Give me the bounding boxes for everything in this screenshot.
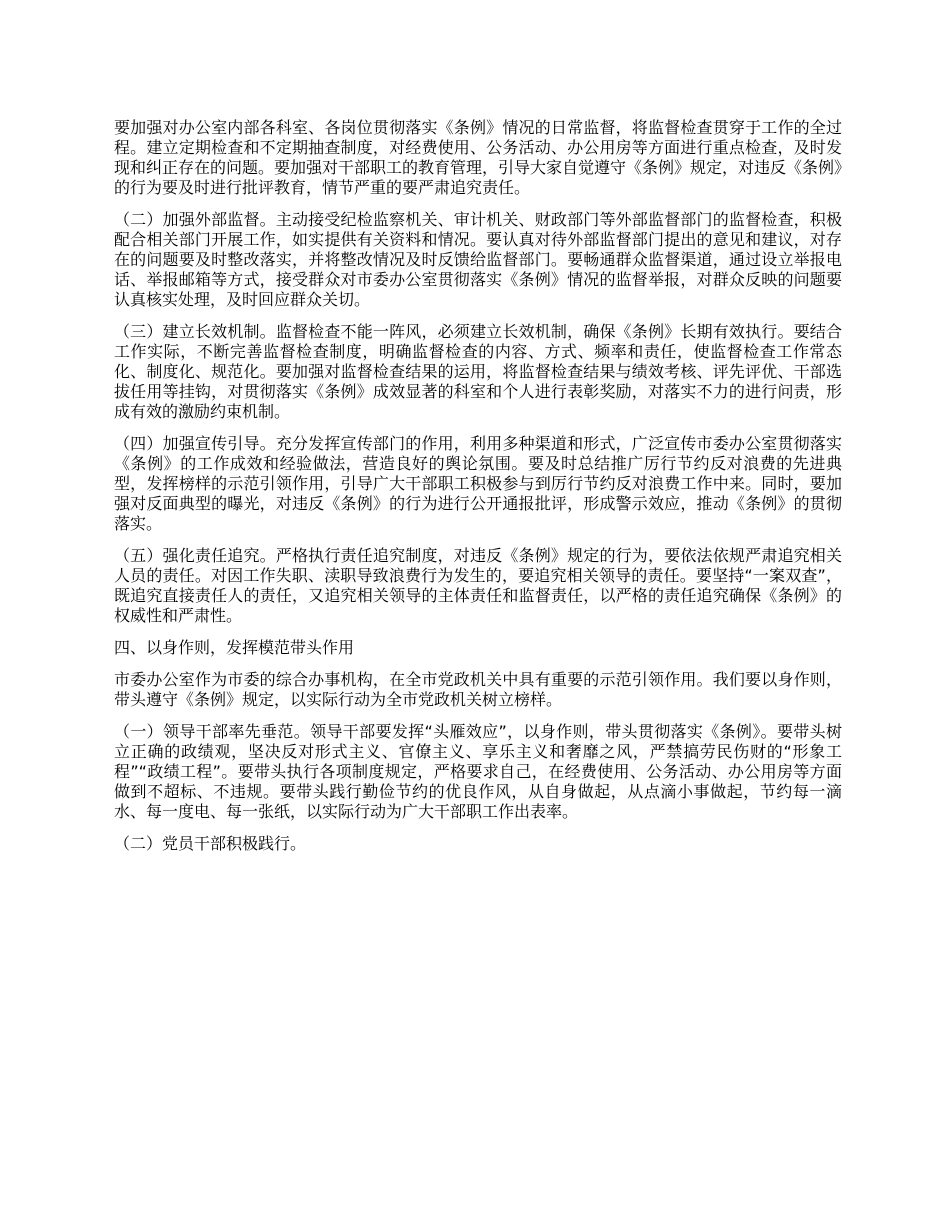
paragraph-leaders-set-example: （一）领导干部率先垂范。领导干部要发挥“头雁效应”，以身作则，带头贯彻落实《条例》。要带头树立正确的政绩观，坚决反对形式主义、官僚主义、享乐主义和奢靡之风，严禁搞劳民伤财的“形象工程”“政绩工程”。要带头执行各项制度规定，严格要求自己，在经费使用、公务活动、办公用房等方面做到不超标、不违规。要带头践行勤俭节约的优良作风，从自身做起，从点滴小事做起，节约每一滴水、每一度电、每一张纸，以实际行动为广大干部职工作出表率。: [114, 722, 842, 821]
paragraph-section-intro: 市委办公室作为市委的综合办事机构，在全市党政机关中具有重要的示范引领作用。我们要以身作则，带头遵守《条例》规定，以实际行动为全市党政机关树立榜样。: [114, 670, 842, 709]
paragraph-long-term-mechanism: （三）建立长效机制。监督检查不能一阵风，必须建立长效机制，确保《条例》长期有效执行。要结合工作实际，不断完善监督检查制度，明确监督检查的内容、方式、频率和责任，使监督检查工作常态化、制度化、规范化。要加强对监督检查结果的运用，将监督检查结果与绩效考核、评先评优、干部选拔任用等挂钩，对贯彻落实《条例》成效显著的科室和个人进行表彰奖励，对落实不力的进行问责，形成有效的激励约束机制。: [114, 322, 842, 421]
paragraph-daily-supervision: 要加强对办公室内部各科室、各岗位贯彻落实《条例》情况的日常监督，将监督检查贯穿于工作的全过程。建立定期检查和不定期抽查制度，对经费使用、公务活动、办公用房等方面进行重点检查，及时发现和纠正存在的问题。要加强对干部职工的教育管理，引导大家自觉遵守《条例》规定，对违反《条例》的行为要及时进行批评教育，情节严重的要严肃追究责任。: [114, 118, 843, 197]
paragraph-accountability: （五）强化责任追究。严格执行责任追究制度，对违反《条例》规定的行为，要依法依规严肃追究相关人员的责任。对因工作失职、渎职导致浪费行为发生的，要追究相关领导的责任。要坚持“一案双查”，既追究直接责任人的责任，又追究相关领导的主体责任和监督责任，以严格的责任追究确保《条例》的权威性和严肃性。: [114, 546, 842, 625]
paragraph-party-members-practice: （二）党员干部积极践行。: [114, 834, 307, 853]
paragraph-external-supervision: （二）加强外部监督。主动接受纪检监察机关、审计机关、财政部门等外部监督部门的监督检查，积极配合相关部门开展工作，如实提供有关资料和情况。要认真对待外部监督部门提出的意见和建议，对存在的问题要及时整改落实，并将整改情况及时反馈给监督部门。要畅通群众监督渠道，通过设立举报电话、举报邮箱等方式，接受群众对市委办公室贯彻落实《条例》情况的监督举报，对群众反映的问题要认真核实处理，及时回应群众关切。: [114, 210, 842, 309]
paragraph-publicity-guidance: （四）加强宣传引导。充分发挥宣传部门的作用，利用多种渠道和形式，广泛宣传市委办公室贯彻落实《条例》的工作成效和经验做法，营造良好的舆论氛围。要及时总结推广厉行节约反对浪费的先进典型，发挥榜样的示范引领作用，引导广大干部职工积极参与到厉行节约反对浪费工作中来。同时，要加强对反面典型的曝光，对违反《条例》的行为进行公开通报批评，形成警示效应，推动《条例》的贯彻落实。: [114, 434, 842, 533]
section-heading: 四、以身作则，发挥模范带头作用: [114, 638, 355, 657]
document-page: [114, 118, 842, 866]
